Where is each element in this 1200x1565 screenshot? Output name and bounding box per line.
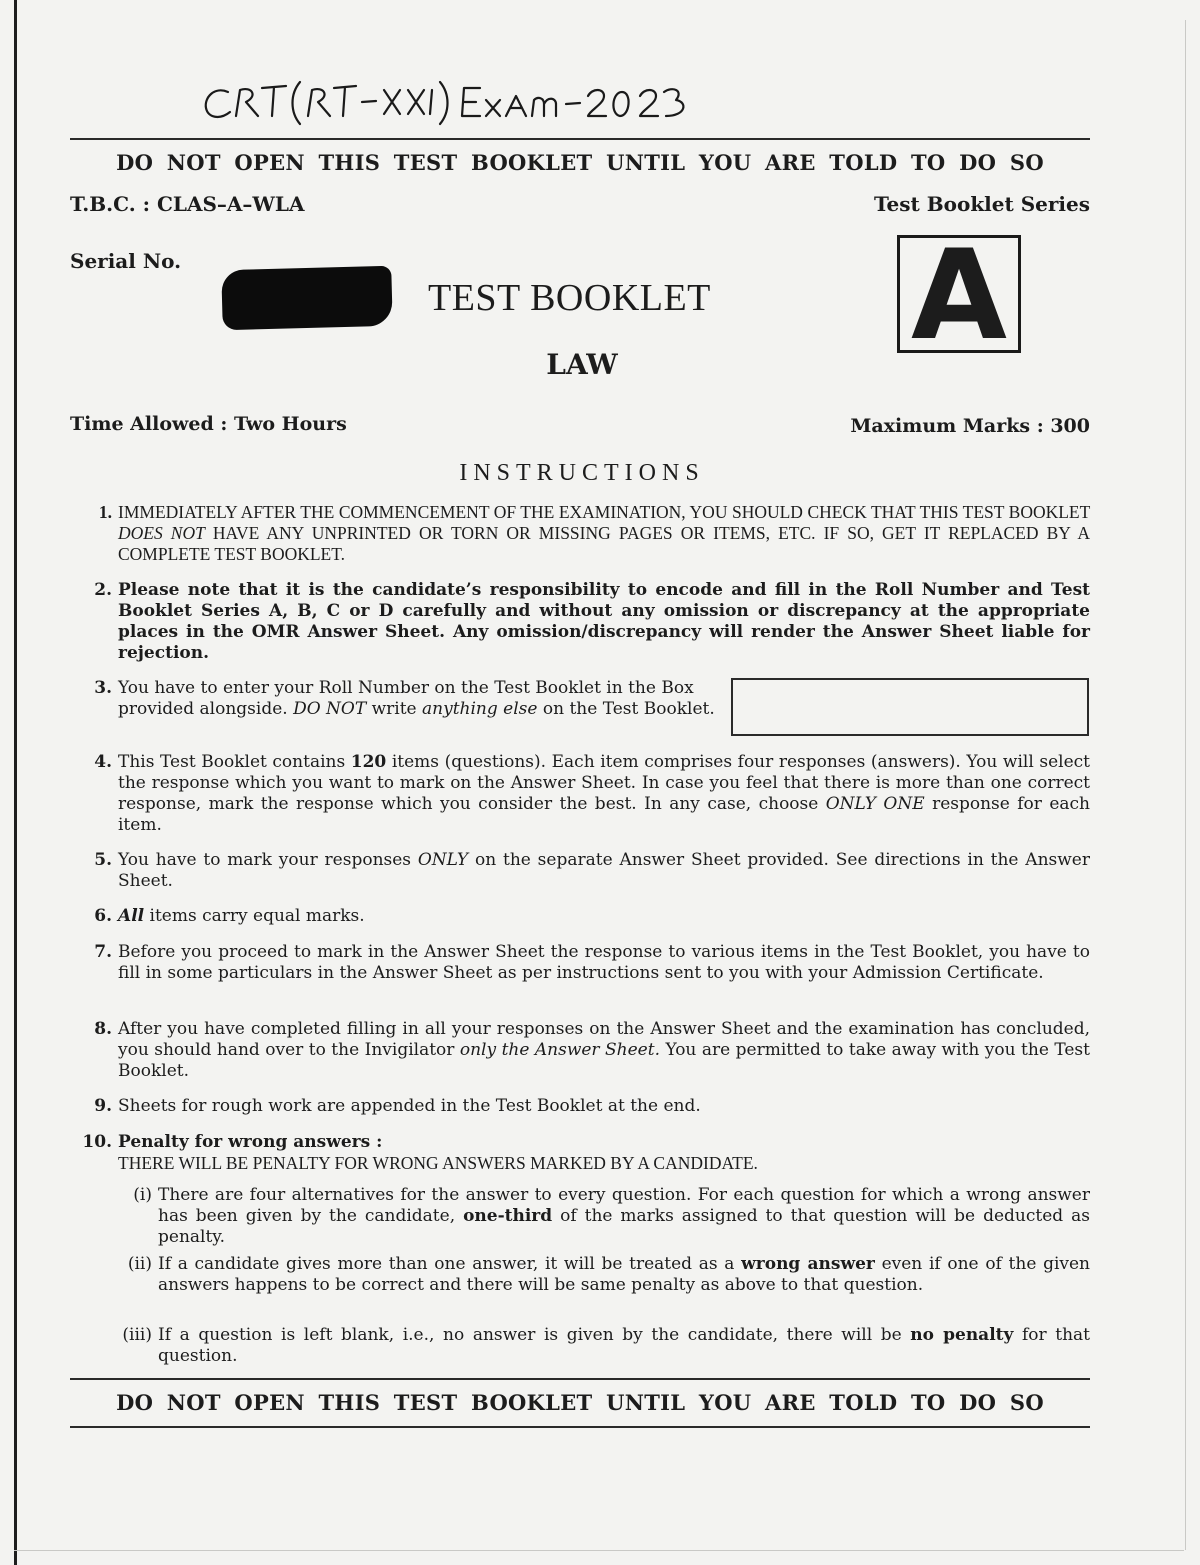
- serial-redaction: [221, 266, 393, 330]
- series-letter: A: [911, 224, 1007, 368]
- top-rule: [70, 138, 1090, 140]
- bottom-rule-lower: [70, 1426, 1090, 1428]
- instruction-10: [78, 1132, 1090, 1174]
- instruction-emphasis: ONLY ONE: [825, 794, 925, 814]
- banner-bottom: DO NOT OPEN THIS TEST BOOKLET UNTIL YOU ARE TOLD TO DO SO: [116, 1390, 1044, 1415]
- instruction-9: [78, 1096, 1090, 1117]
- instruction-text: Before you proceed to mark in the Answer Sheet the response to various items in the Test Booklet, you have to fill in some particulars in the Answer Sheet as per instructions sent to you with your Admission Certificate.: [118, 942, 1090, 983]
- instruction-number: 2.: [94, 580, 112, 600]
- instruction-number: 5.: [94, 850, 112, 870]
- instruction-emphasis: anything else: [422, 699, 538, 719]
- scan-left-edge: [14, 0, 17, 1565]
- series-label: Test Booklet Series: [873, 192, 1090, 216]
- instruction-5: [78, 850, 1090, 892]
- instruction-text: items carry equal marks.: [144, 906, 365, 926]
- instruction-text: You have to mark your responses: [118, 850, 418, 870]
- instruction-text: Please note that it is the candidate’s responsibility to encode and fill in the Roll Number and Test Booklet Series A, B, C or D carefully and without any omission or discrepancy at the appropriate places in the OMR Answer Sheet. Any omission/discrepancy will render the Answer Sheet liable for rejection.: [118, 580, 1090, 663]
- instruction-text: items (questions). Each item comprises four responses (answers). You will select the response which you want to mark on the Answer Sheet. In case you feel that there is more than one correct response, mark the response which you consider the best. In any case, choose: [118, 752, 1090, 814]
- rule-emphasis: no penalty: [910, 1325, 1014, 1345]
- rule-text: There are four alternatives for the answer to every question. For each question for which a wrong answer has been given by the candidate,: [158, 1185, 1090, 1226]
- rule-text: If a question is left blank, i.e., no answer is given by the candidate, there will be: [158, 1325, 911, 1345]
- time-allowed: Time Allowed : Two Hours: [70, 413, 347, 435]
- instruction-number: 9.: [94, 1096, 112, 1116]
- instruction-8: [78, 1019, 1090, 1082]
- rule-text: of the marks assigned to that question will be deducted as penalty.: [158, 1206, 1090, 1247]
- instruction-text: response for each item.: [118, 794, 1090, 835]
- scan-bottom-edge: [14, 1550, 1184, 1551]
- instruction-text: You are permitted to take away with you the Test Booklet.: [118, 1040, 1090, 1081]
- instruction-text: IMMEDIATELY AFTER THE COMMENCEMENT OF THE EXAMINATION, YOU SHOULD CHECK THAT THIS TEST BOOKLET: [118, 502, 1090, 522]
- bottom-rule-upper: [70, 1378, 1090, 1380]
- instruction-number: 8.: [94, 1019, 112, 1039]
- instruction-number: 6.: [94, 906, 112, 926]
- tbc-code: T.B.C. : CLAS–A–WLA: [70, 192, 305, 216]
- series-box: [897, 224, 1021, 368]
- instruction-emphasis: ONLY: [417, 850, 469, 870]
- instruction-emphasis: DOES NOT: [118, 523, 205, 543]
- rule-number: (ii): [127, 1254, 152, 1274]
- penalty-rule-ii: [118, 1254, 1090, 1296]
- banner-top: DO NOT OPEN THIS TEST BOOKLET UNTIL YOU ARE TOLD TO DO SO: [116, 150, 1044, 175]
- instruction-number: 10.: [82, 1132, 112, 1152]
- instruction-text: After you have completed filling in all your responses on the Answer Sheet and the examination has concluded, you should hand over to the Invigilator: [118, 1019, 1090, 1060]
- instruction-text: You have to enter your Roll Number on the Test Booklet in the Box provided alongside.: [118, 678, 694, 719]
- instruction-number: 3.: [94, 678, 112, 698]
- instruction-number: 7.: [94, 942, 112, 962]
- penalty-rule-i: [118, 1185, 1090, 1248]
- instruction-emphasis: 120: [350, 752, 387, 772]
- instruction-text: on the Test Booklet.: [537, 699, 715, 719]
- rule-text: for that question.: [158, 1325, 1090, 1366]
- instruction-emphasis: All: [118, 906, 145, 926]
- instruction-number: 1.: [98, 502, 112, 522]
- instruction-text: Sheets for rough work are appended in the Test Booklet at the end.: [118, 1096, 701, 1116]
- instruction-emphasis: DO NOT: [293, 699, 367, 719]
- roll-number-box[interactable]: [731, 678, 1089, 736]
- max-marks: Maximum Marks : 300: [850, 415, 1090, 437]
- penalty-rule-iii: [118, 1325, 1090, 1367]
- serial-label: Serial No.: [70, 249, 182, 273]
- rule-emphasis: one-third: [463, 1206, 553, 1226]
- instruction-2: [78, 580, 1090, 664]
- rule-emphasis: wrong answer: [741, 1254, 875, 1274]
- rule-number: (iii): [122, 1325, 152, 1345]
- instruction-4: [78, 752, 1090, 836]
- subject-title: LAW: [546, 348, 618, 381]
- rule-text: even if one of the given answers happens to be correct and there will be same penalty as above to that question.: [158, 1254, 1091, 1295]
- instruction-7: [78, 942, 1090, 984]
- instructions-heading: INSTRUCTIONS: [459, 460, 705, 486]
- rule-text: If a candidate gives more than one answer, it will be treated as a: [158, 1254, 742, 1274]
- instruction-6: [78, 906, 1090, 927]
- instruction-text: write: [366, 699, 423, 719]
- booklet-title: TEST BOOKLET: [428, 277, 711, 319]
- rule-number: (i): [133, 1185, 152, 1205]
- instruction-text: This Test Booklet contains: [118, 752, 351, 772]
- instruction-3: [78, 678, 718, 720]
- scan-right-edge: [1185, 20, 1186, 1550]
- instruction-1: [78, 502, 1090, 565]
- penalty-caps-line: THERE WILL BE PENALTY FOR WRONG ANSWERS MARKED BY A CANDIDATE.: [118, 1153, 758, 1173]
- instruction-text: HAVE ANY UNPRINTED OR TORN OR MISSING PAGES OR ITEMS, ETC. IF SO, GET IT REPLACED BY A COMPLETE TEST BOOKLET.: [118, 523, 1090, 564]
- penalty-heading: Penalty for wrong answers :: [118, 1132, 383, 1152]
- instruction-emphasis: only the Answer Sheet.: [459, 1040, 660, 1060]
- instruction-number: 4.: [94, 752, 112, 772]
- instruction-text: on the separate Answer Sheet provided. See directions in the Answer Sheet.: [118, 850, 1090, 891]
